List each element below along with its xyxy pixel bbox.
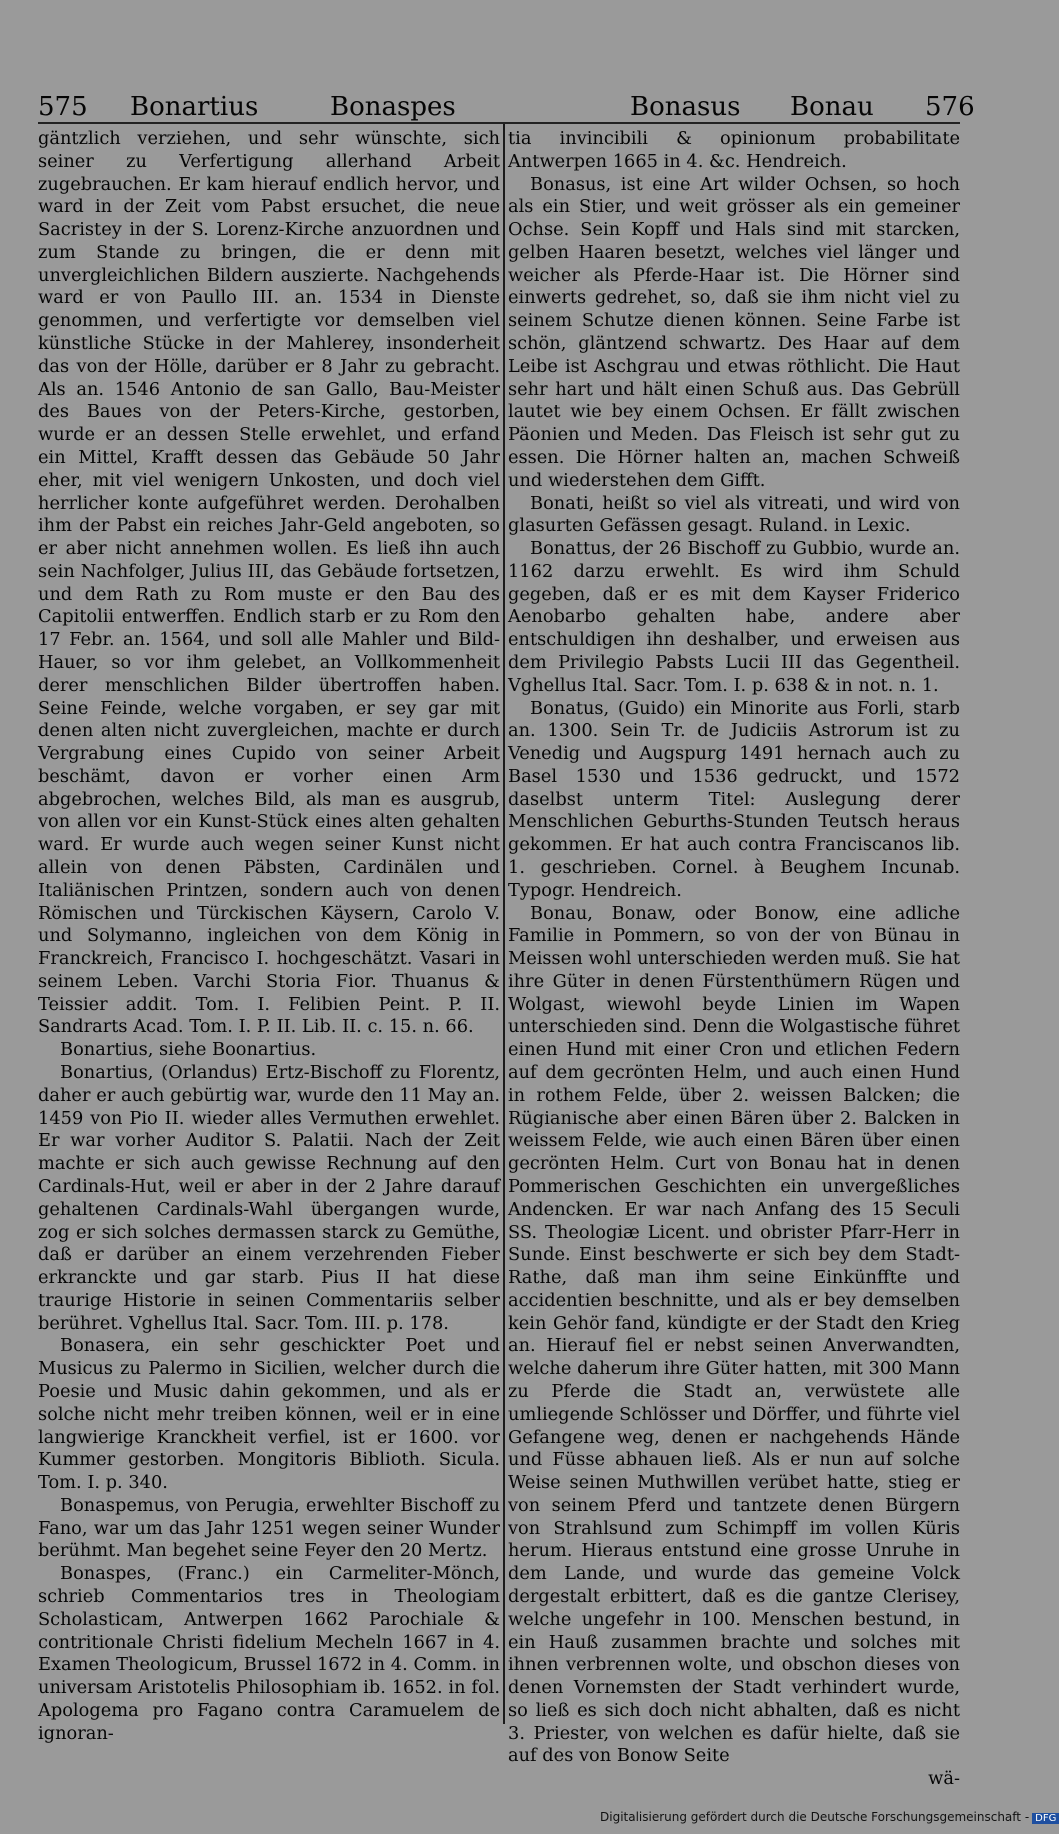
paragraph: Bonau, Bonaw, oder Bonow, eine adliche Familie in Pommern, so von der von Bünau in Meissen wohl unterschieden werden muß. Sie hat ihre Güter in denen Fürstenthümern Rügen und Wolgast, wiewohl beyde Linien im Wapen unterschieden sind. Denn die Wolgastische führet einen Hund mit einer Cron und etlichen Federn auf dem gecrönten Helm, und auch einen Hund in rothem Felde, über 2. weissen Balcken; die Rügianische aber einen Bären über 2. Balcken in weissem Felde, wie auch einen Bären über einen gecrönten Helm. Curt von Bonau hat in denen Pommerischen Geschichten ein unvergeßliches Andencken. Er war nach Anfang des 15 Seculi SS. Theologiæ Licent. und obrister Pfarr-Herr in Sunde. Einst beschwerte er sich bey dem Stadt-Rathe, daß man ihm seine Einkünffte und accidentien beschnitte, und als er bey demselben kein Gehör fand, kündigte er der Stadt den Krieg an. Hierauf fiel er nebst seinen Anverwandten, welche daherum ihre Güter hatten, mit 300 Mann zu Pferde die Stadt an, verwüstete alle umliegende Schlösser und Dörffer, und führte viel Gefangene weg, denen er nachgehends Hände und Füsse abhauen ließ. Als er nun auf solche Weise seinen Muthwillen verübet hatte, stieg er von seinem Pferd und tantzete denen Bürgern von Strahlsund zum Schimpff im vollen Küris herum. Hieraus entstund eine grosse Unruhe in dem Lande, und wurde das gemeine Volck dergestalt erbittert, daß es die gantze Clerisey, welche ungefehr in 100. Menschen bestund, in ein Hauß zusammen brachte und solches mit ihnen verbrennen wolte, und obschon dieses von denen Vornemsten der Stadt verhindert wurde, so ließ es sich doch nicht abhalten, daß es nicht 3. Priester, von welchen es dafür hielte, daß sie auf des von Bonow Seite: [508, 902, 960, 1767]
paragraph: Bonasus, ist eine Art wilder Ochsen, so hoch als ein Stier, und weit grösser als ein gemeiner Ochse. Sein Kopff und Hals sind mit starcken, gelben Haaren besetzt, welches viel länger und weicher als Pferde-Haar ist. Die Hörner sind einwerts gedrehet, so, daß sie ihm nicht viel zu seinem Schutze dienen können. Seine Farbe ist schön, gläntzend schwartz. Des Haar auf dem Leibe ist Aschgrau und etwas röthlicht. Die Haut sehr hart und hält einen Schuß aus. Das Gebrüll lautet wie bey einem Ochsen. Er fällt zwischen Päonien und Meden. Das Fleisch ist sehr gut zu essen. Die Hörner halten an, machen Schweiß und wiederstehen dem Gifft.: [508, 173, 960, 491]
paragraph: Bonatus, (Guido) ein Minorite aus Forli, starb an. 1300. Sein Tr. de Judiciis Astrorum ist zu Venedig und Augspurg 1491 hernach auch zu Basel 1530 und 1536 gedruckt, und 1572 daselbst unterm Titel: Auslegung derer Menschlichen Geburths-Stunden Teutsch heraus gekommen. Er hat auch contra Franciscanos lib. 1. geschrieben. Cornel. à Beughem Incunab. Typogr. Hendreich.: [508, 697, 960, 901]
right-running-head-2: Bonau: [790, 92, 874, 122]
left-column: [38, 128, 500, 1745]
paragraph: Bonaspemus, von Perugia, erwehlter Bischoff zu Fano, war um das Jahr 1251 wegen seiner Wunder berühmt. Man begehet seine Feyer den 20 Mertz.: [38, 1494, 500, 1562]
paragraph: tia invincibili & opinionum probabilitate Antwerpen 1665 in 4. &c. Hendreich.: [508, 128, 960, 172]
left-running-head-1: Bonartius: [130, 92, 259, 122]
dfg-logo: DFG: [1032, 1813, 1059, 1824]
paragraph: Bonartius, siehe Boonartius.: [60, 1039, 317, 1061]
paragraph: Bonartius, (Orlandus) Ertz-Bischoff zu Florentz, daher er auch gebürtig war, wurde den 11 May an. 1459 von Pio II. wieder alles Vermuthen erwehlet. Er war vorher Auditor S. Palatii. Nach der Zeit machte er sich auch gewisse Rechnung auf den Cardinals-Hut, weil er aber in der 2 Jahre darauf gehaltenen Cardinals-Wahl übergangen wurde, zog er sich solches dermassen starck zu Gemüthe, daß er darüber an einem verzehrenden Fieber erkranckte und gar starb. Pius II hat diese traurige Historie in seinen Commentariis selber berühret. Vghellus Ital. Sacr. Tom. III. p. 178.: [38, 1062, 500, 1334]
digitization-footer: [600, 1810, 1059, 1824]
footer-text: Digitalisierung gefördert durch die Deutsche Forschungsgemeinschaft -: [600, 1810, 1030, 1824]
right-running-head-1: Bonasus: [630, 92, 741, 122]
catchword: wä-: [928, 1768, 960, 1790]
paragraph: Bonati, heißt so viel als vitreati, und wird von glasurten Gefässen gesagt. Ruland. in Lexic.: [508, 492, 960, 537]
left-running-head-2: Bonaspes: [330, 92, 456, 122]
paragraph: gäntzlich verziehen, und sehr wünschte, sich seiner zu Verfertigung allerhand Arbeit zugebrauchen. Er kam hierauf endlich hervor, und ward in der Zeit vom Pabst ersuchet, die neue Sacristey in der S. Lorenz-Kirche anzuordnen und zum Stande zu bringen, die er denn mit unvergleichlichen Bildern auszierte. Nachgehends ward er von Paullo III. an. 1534 in Dienste genommen, und verfertigte vor demselben viel künstliche Stücke in der Mahlerey, insonderheit das von der Hölle, darüber er 8 Jahr zu gebracht. Als an. 1546 Antonio de san Gallo, Bau-Meister des Baues von der Peters-Kirche, gestorben, wurde er an dessen Stelle erwehlet, und erfand ein Mittel, Krafft dessen das Gebäude 50 Jahr eher, mit viel wenigern Unkosten, und doch viel herrlicher konte aufgeführet werden. Derohalben ihm der Pabst ein reiches Jahr-Geld angeboten, so er aber nicht annehmen wollen. Es ließ ihn auch sein Nachfolger, Julius III, das Gebäude fortsetzen, und dem Rath zu Rom muste er den Bau des Capitolii entwerffen. Endlich starb er zu Rom den 17 Febr. an. 1564, und soll alle Mahler und Bild-Hauer, so vor ihm gelebet, an Vollkommenheit derer menschlichen Bilder übertroffen haben. Seine Feinde, welche vorgaben, er sey gar mit denen alten nicht zuvergleichen, machte er durch Vergrabung eines Cupido von seiner Arbeit beschämt, davon er vorher einen Arm abgebrochen, welches Bild, als man es ausgrub, von allen vor ein Kunst-Stück eines alten gehalten ward. Er wurde auch wegen seiner Kunst nicht allein von denen Päbsten, Cardinälen und Italiänischen Printzen, sondern auch von denen Römischen und Türckischen Käysern, Carolo V. und Solymanno, ingleichen von dem König in Franckreich, Francisco I. hochgeschätzt. Vasari in seinem Leben. Varchi Storia Fior. Thuanus & Teissier addit. Tom. I. Felibien Peint. P. II. Sandrarts Acad. Tom. I. P. II. Lib. II. c. 15. n. 66.: [38, 128, 500, 1038]
paragraph: Bonaspes, (Franc.) ein Carmeliter-Mönch, schrieb Commentarios tres in Theologiam Scholasticam, Antwerpen 1662 Parochiale & contritionale Christi fidelium Mecheln 1667 in 4. Examen Theologicum, Brussel 1672 in 4. Comm. in universam Aristotelis Philosophiam ib. 1652. in fol. Apologema pro Fagano contra Caramuelem de ignoran-: [38, 1563, 500, 1744]
column-divider: [503, 124, 505, 1724]
right-page-number: 576: [925, 92, 975, 122]
left-page-number: 575: [38, 92, 88, 122]
right-column: [508, 128, 960, 1791]
header-rule: [38, 122, 960, 124]
paragraph: Bonattus, der 26 Bischoff zu Gubbio, wurde an. 1162 darzu erwehlt. Es wird ihm Schuld gegeben, daß er es mit dem Kayser Friderico Aenobarbo gehalten habe, andere aber entschuldigen ihn deshalber, und erweisen aus dem Privilegio Pabsts Lucii III das Gegentheil. Vghellus Ital. Sacr. Tom. I. p. 638 & in not. n. 1.: [508, 538, 960, 696]
paragraph: Bonasera, ein sehr geschickter Poet und Musicus zu Palermo in Sicilien, welcher durch die Poesie und Music dahin gekommen, und als er solche nicht mehr treiben können, weil er in eine langwierige Kranckheit verfiel, ist er 1600. vor Kummer gestorben. Mongitoris Biblioth. Sicula. Tom. I. p. 340.: [38, 1335, 500, 1494]
